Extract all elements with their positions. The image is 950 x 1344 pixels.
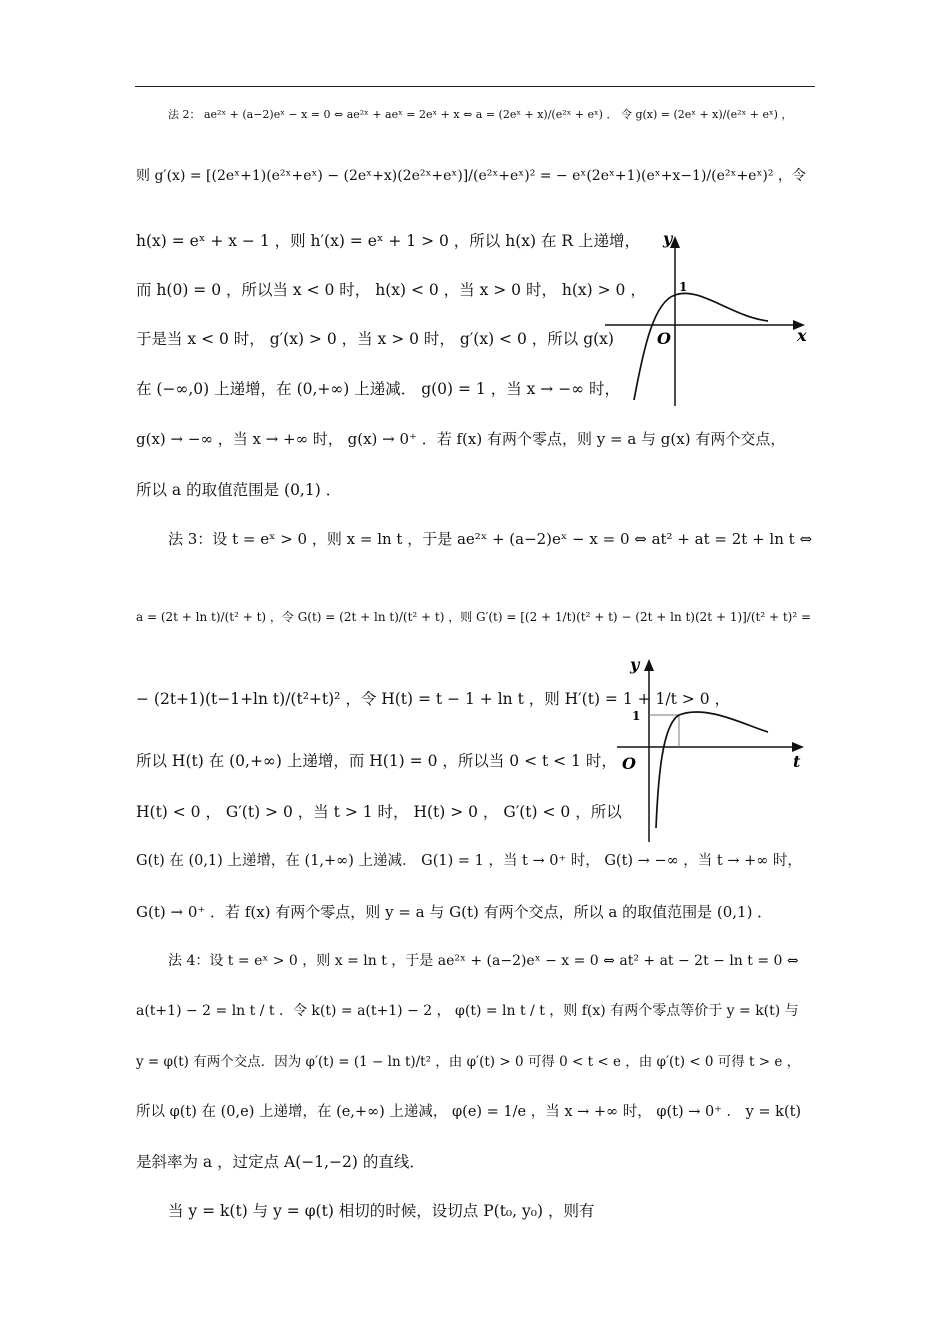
x-axis-label: x (797, 326, 807, 345)
method4-line-5: 是斜率为 a ，过定点 A(−1,−2) 的直线． (136, 1153, 425, 1171)
method4-line-1: 法 4：设 t = eˣ > 0 ，则 x = ln t ，于是 ae²ˣ + (a−2)eˣ − x = 0 ⇔ at² + at − 2t − ln t = 0 ⇔ (168, 953, 799, 969)
t-axis-arrow (792, 742, 804, 752)
method3-line-1: 法 3：设 t = eˣ > 0 ，则 x = ln t ，于是 ae²ˣ + (a−2)eˣ − x = 0 ⇔ at² + at = 2t + ln t ⇔ (168, 530, 813, 548)
t-axis-label: t (793, 752, 801, 771)
method4-line-2: a(t+1) − 2 = ln t / t ．令 k(t) = a(t+1) − 2 ， φ(t) = ln t / t ，则 f(x) 有两个零点等价于 y = k(t) 与 (136, 1003, 799, 1019)
graph-g-of-x (600, 228, 815, 410)
method3-line-4: 所以 H(t) 在 (0,+∞) 上递增，而 H(1) = 0 ，所以当 0 < t < 1 时， (136, 752, 617, 770)
method3-line-5: H(t) < 0 ， G′(t) > 0 ，当 t > 1 时， H(t) > 0 ， G′(t) < 0 ，所以 (136, 803, 622, 821)
method2-line-2: 则 g′(x) = [(2eˣ+1)(e²ˣ+eˣ) − (2eˣ+x)(2e²ˣ+eˣ)]/(e²ˣ+eˣ)² = − eˣ(2eˣ+1)(eˣ+x−1)/(e²ˣ+eˣ)² ，令 (136, 168, 806, 184)
method2-line-5: 于是当 x < 0 时， g′(x) > 0 ，当 x > 0 时， g′(x) < 0 ，所以 g(x) (136, 330, 614, 348)
header-rule (135, 86, 815, 87)
graph-G-of-t (612, 650, 812, 845)
origin-label: O (622, 754, 636, 773)
method3-line-2: a = (2t + ln t)/(t² + t) ，令 G(t) = (2t + ln t)/(t² + t) ，则 G′(t) = [(2 + 1/t)(t² + t) − (2t + ln t)(2t + 1)]/(t² + t)² = (136, 610, 812, 624)
method3-line-7: G(t) → 0⁺ ．若 f(x) 有两个零点，则 y = a 与 G(t) 有两个交点，所以 a 的取值范围是 (0,1) ． (136, 903, 773, 921)
method2-line-4: 而 h(0) = 0 ，所以当 x < 0 时， h(x) < 0 ，当 x > 0 时， h(x) > 0 ， (136, 281, 646, 299)
method2-line-3: h(x) = eˣ + x − 1 ，则 h′(x) = eˣ + 1 > 0 ，所以 h(x) 在 R 上递增， (136, 232, 640, 250)
method3-line-6: G(t) 在 (0,1) 上递增，在 (1,+∞) 上递减． G(1) = 1 ，当 t → 0⁺ 时， G(t) → −∞ ，当 t → +∞ 时， (136, 853, 802, 869)
tick-label-1: 1 (679, 280, 688, 294)
method2-line-6: 在 (−∞,0) 上递增，在 (0,+∞) 上递减． g(0) = 1 ，当 x → −∞ 时， (136, 380, 621, 398)
y-axis-arrow (644, 659, 654, 671)
method4-line-6: 当 y = k(t) 与 y = φ(t) 相切的时候，设切点 P(t₀, y₀) ，则有 (168, 1202, 595, 1220)
curve-g (634, 293, 768, 400)
method3-line-3: − (2t+1)(t−1+ln t)/(t²+t)² ，令 H(t) = t − 1 + ln t ，则 H′(t) = 1 + 1/t > 0 ， (136, 690, 730, 708)
curve-G (656, 712, 768, 828)
method4-line-3: y = φ(t) 有两个交点．因为 φ′(t) = (1 − ln t)/t² ，由 φ′(t) > 0 可得 0 < t < e ，由 φ′(t) < 0 可得 t > e ， (136, 1054, 801, 1070)
tick-label-1: 1 (632, 709, 641, 723)
y-axis-label: y (663, 229, 673, 248)
method2-line-7: g(x) → −∞ ，当 x → +∞ 时， g(x) → 0⁺ ．若 f(x) 有两个零点，则 y = a 与 g(x) 有两个交点， (136, 430, 786, 448)
method4-line-4: 所以 φ(t) 在 (0,e) 上递增，在 (e,+∞) 上递减， φ(e) = 1/e ，当 x → +∞ 时， φ(t) → 0⁺ ． y = k(t) (136, 1104, 802, 1120)
y-axis-label: y (630, 655, 640, 674)
method2-line-8: 所以 a 的取值范围是 (0,1) ． (136, 481, 342, 499)
method2-line-1: 法 2： ae²ˣ + (a−2)eˣ − x = 0 ⇔ ae²ˣ + aeˣ = 2eˣ + x ⇔ a = (2eˣ + x)/(e²ˣ + eˣ) ． 令 g(x) = (2eˣ + x)/(e²ˣ + eˣ) ， (168, 108, 793, 121)
origin-label: O (657, 329, 671, 348)
